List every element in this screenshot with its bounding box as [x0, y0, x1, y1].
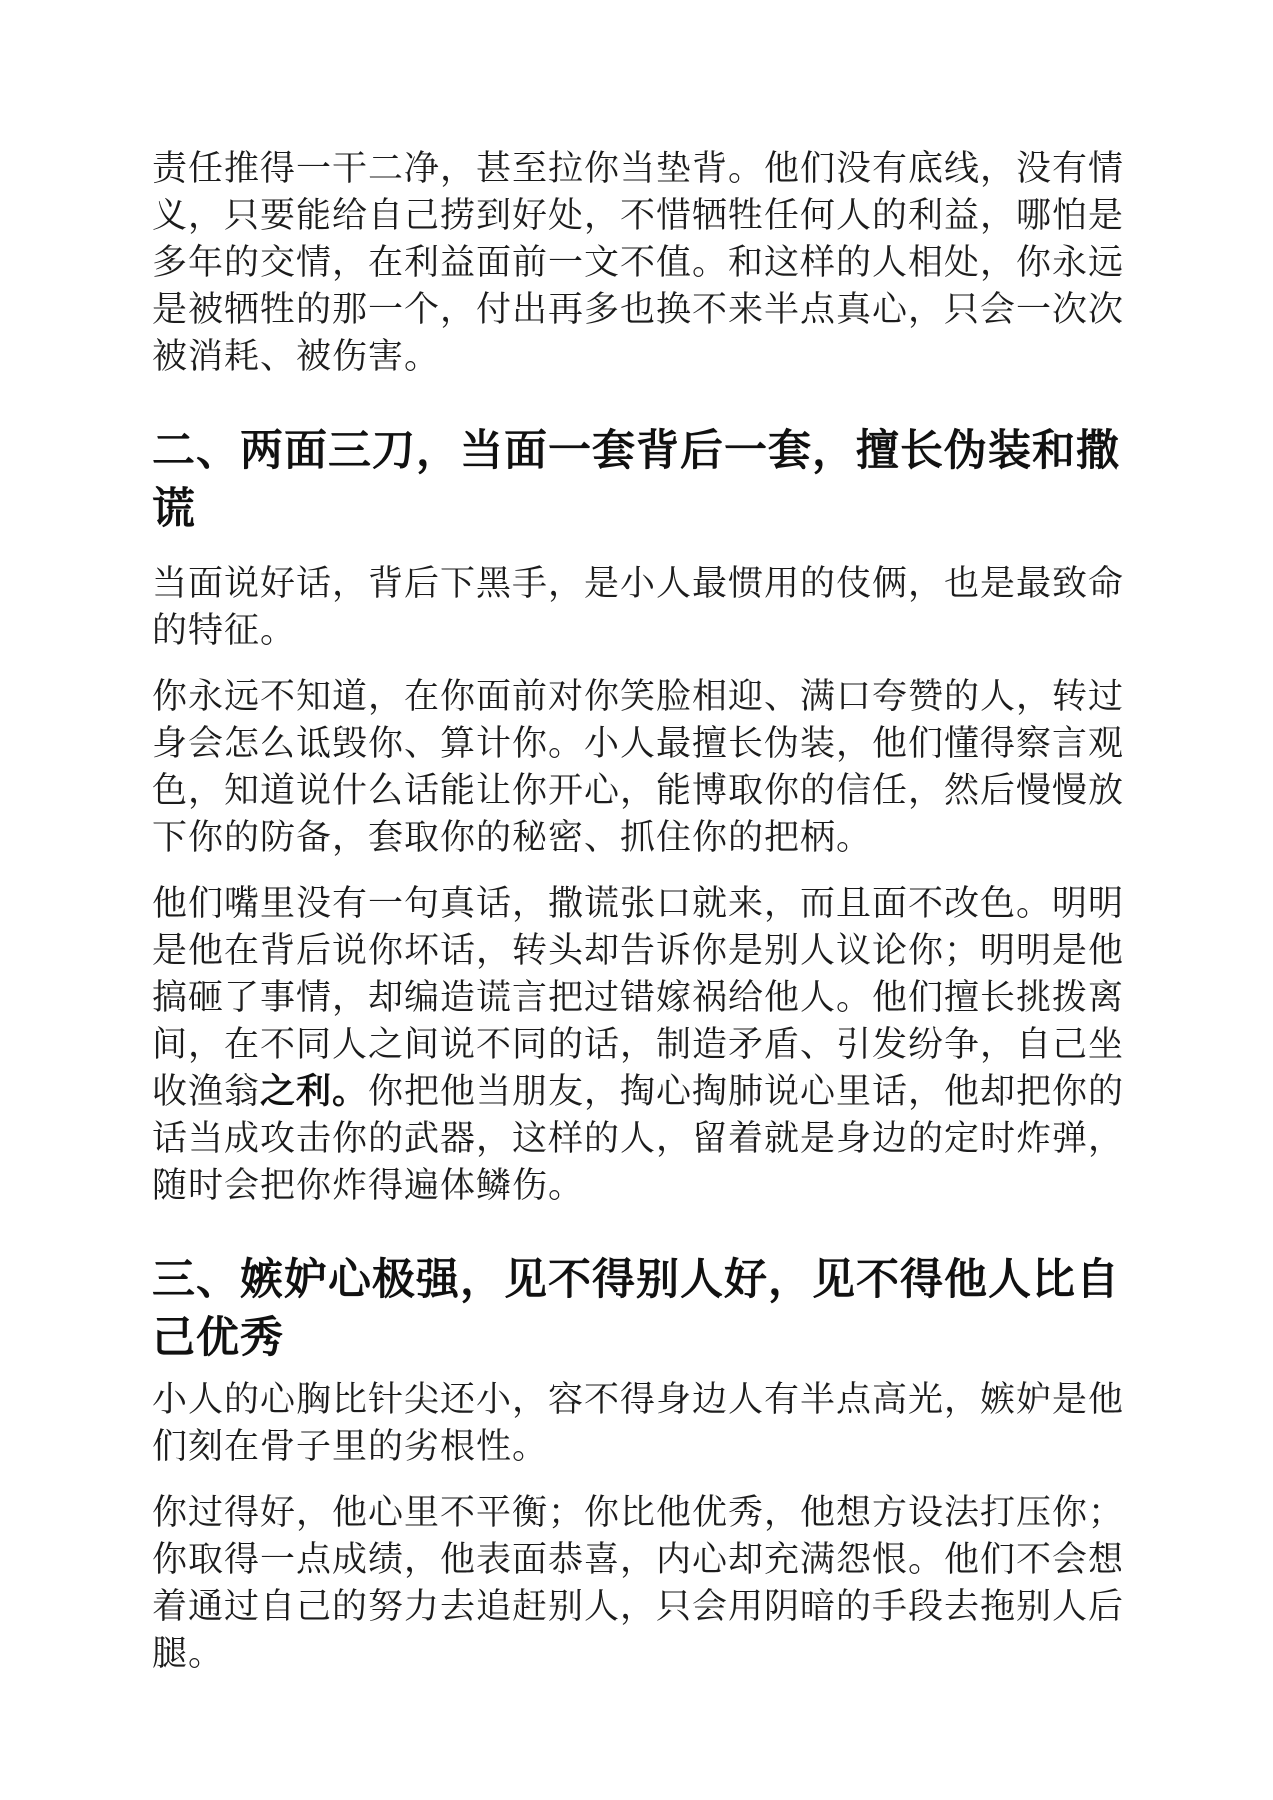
section2-paragraph-3: [152, 881, 1132, 1210]
section2-paragraph-1: 当面说好话，背后下黑手，是小人最惯用的伎俩，也是最致命的特征。: [152, 564, 1125, 651]
section3-paragraph-1: 小人的心胸比针尖还小，容不得身边人有半点高光，嫉妒是他们刻在骨子里的劣根性。: [152, 1380, 1125, 1467]
intro-paragraph: 责任推得一干二净，甚至拉你当垫背。他们没有底线，没有情义，只要能给自己捞到好处，不惜牺牲任何人的利益，哪怕是多年的交情，在利益面前一文不值。和这样的人相处，你永远是被牺牲的那一个，付出再多也换不来半点真心，只会一次次被消耗、被伤害。: [152, 149, 1125, 377]
section-heading-3: 三、嫉妒心极强，见不得别人好，见不得他人比自己优秀: [152, 1255, 1120, 1363]
section2-paragraph-2: 你永远不知道，在你面前对你笑脸相迎、满口夸赞的人，转过身会怎么诋毁你、算计你。小人最擅长伪装，他们懂得察言观色，知道说什么话能让你开心，能博取你的信任，然后慢慢放下你的防备，套取你的秘密、抓住你的把柄。: [152, 677, 1125, 858]
section2-paragraph-3-text-b: 你把他当朋友，掏心掏肺说心里话，他却把你的话当成攻击你的武器，这样的人，留着就是身边的定时炸弹，随时会把你炸得遍体鳞伤。: [152, 1072, 1125, 1206]
section-heading-2: 二、两面三刀，当面一套背后一套，擅长伪装和撒谎: [152, 426, 1120, 534]
section3-paragraph-2: 你过得好，他心里不平衡；你比他优秀，他想方设法打压你；你取得一点成绩，他表面恭喜，内心却充满怨恨。他们不会想着通过自己的努力去追赶别人，只会用阴暗的手段去拖别人后腿。: [152, 1493, 1125, 1674]
document-page: [152, 146, 1132, 1678]
section2-paragraph-3-bold: 之利。: [260, 1072, 369, 1112]
section2-paragraph-3-text-a: 他们嘴里没有一句真话，撒谎张口就来，而且面不改色。明明是他在背后说你坏话，转头却告诉你是别人议论你；明明是他搞砸了事情，却编造谎言把过错嫁祸给他人。他们擅长挑拨离间，在不同人之间说不同的话，制造矛盾、引发纷争，自己坐收渔翁: [152, 884, 1125, 1112]
